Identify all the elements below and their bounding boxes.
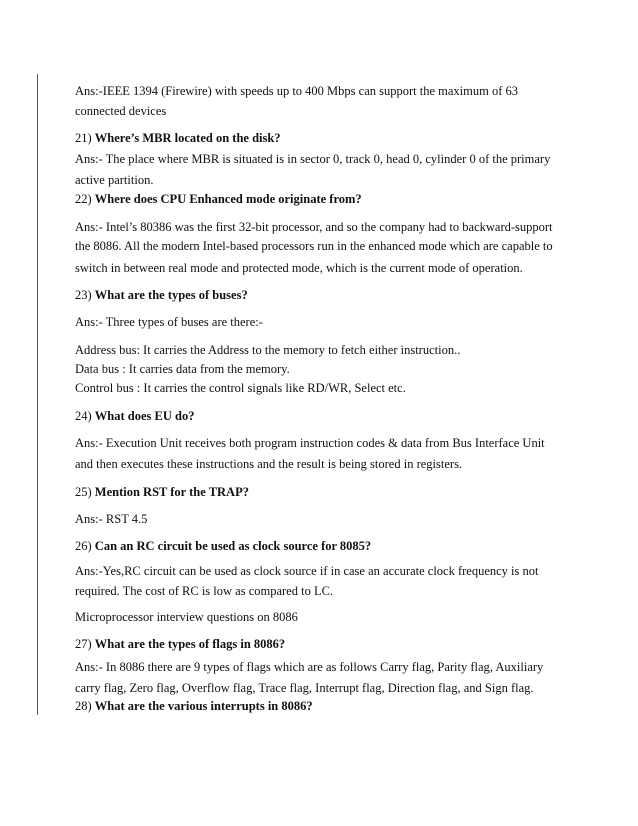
question-text: Can an RC circuit be used as clock source for 8085? (94, 539, 372, 553)
answer-line: Ans:-Yes,RC circuit can be used as clock source if in case an accurate clock frequency is not (75, 564, 539, 578)
question-number: 24) (75, 409, 95, 423)
answer-line: Ans:- The place where MBR is situated is in sector 0, track 0, head 0, cylinder 0 of the primary (75, 152, 551, 166)
question-text: Where does CPU Enhanced mode originate from? (94, 192, 362, 206)
question-number: 23) (75, 288, 95, 302)
question-text: What are the various interrupts in 8086? (94, 699, 313, 713)
answer-line: Ans:- In 8086 there are 9 types of flags which are as follows Carry flag, Parity flag, Auxiliary (75, 660, 544, 674)
answer-line: required. The cost of RC is low as compared to LC. (75, 584, 334, 598)
answer-line: Address bus: It carries the Address to the memory to fetch either instruction.. (75, 343, 461, 357)
question-text: What are the types of flags in 8086? (94, 637, 286, 651)
left-margin-rule (37, 74, 38, 715)
answer-line: connected devices (75, 104, 167, 118)
question-number: 28) (75, 699, 95, 713)
answer-line: Ans:- Execution Unit receives both program instruction codes & data from Bus Interface Unit (75, 436, 545, 450)
question-26 (75, 538, 371, 554)
answer-line: switch in between real mode and protected mode, which is the current mode of operation. (75, 261, 523, 275)
question-27 (75, 636, 285, 652)
answer-line: Ans:- Three types of buses are there:- (75, 315, 263, 329)
question-text: What does EU do? (94, 409, 195, 423)
answer-line: Data bus : It carries data from the memory. (75, 362, 290, 376)
answer-line: Ans:- Intel’s 80386 was the first 32-bit processor, and so the company had to backward-support (75, 220, 553, 234)
question-24 (75, 408, 194, 424)
question-text: Mention RST for the TRAP? (94, 485, 249, 499)
question-number: 26) (75, 539, 95, 553)
section-heading: Microprocessor interview questions on 8086 (75, 610, 298, 624)
question-23 (75, 287, 248, 303)
answer-line: Ans:-IEEE 1394 (Firewire) with speeds up to 400 Mbps can support the maximum of 63 (75, 84, 518, 98)
question-text: What are the types of buses? (94, 288, 248, 302)
answer-line: the 8086. All the modern Intel-based processors run in the enhanced mode which are capable to (75, 239, 553, 253)
question-number: 21) (75, 131, 95, 145)
answer-line: carry flag, Zero flag, Overflow flag, Trace flag, Interrupt flag, Direction flag, and Sign flag. (75, 681, 534, 695)
question-number: 27) (75, 637, 95, 651)
answer-line: Control bus : It carries the control signals like RD/WR, Select etc. (75, 381, 406, 395)
question-21 (75, 130, 281, 146)
question-number: 22) (75, 192, 95, 206)
answer-line: active partition. (75, 173, 154, 187)
answer-line: Ans:- RST 4.5 (75, 512, 148, 526)
question-text: Where’s MBR located on the disk? (94, 131, 281, 145)
answer-line: and then executes these instructions and the result is being stored in registers. (75, 457, 463, 471)
question-22 (75, 191, 362, 207)
question-number: 25) (75, 485, 95, 499)
question-25 (75, 484, 249, 500)
question-28 (75, 698, 313, 714)
